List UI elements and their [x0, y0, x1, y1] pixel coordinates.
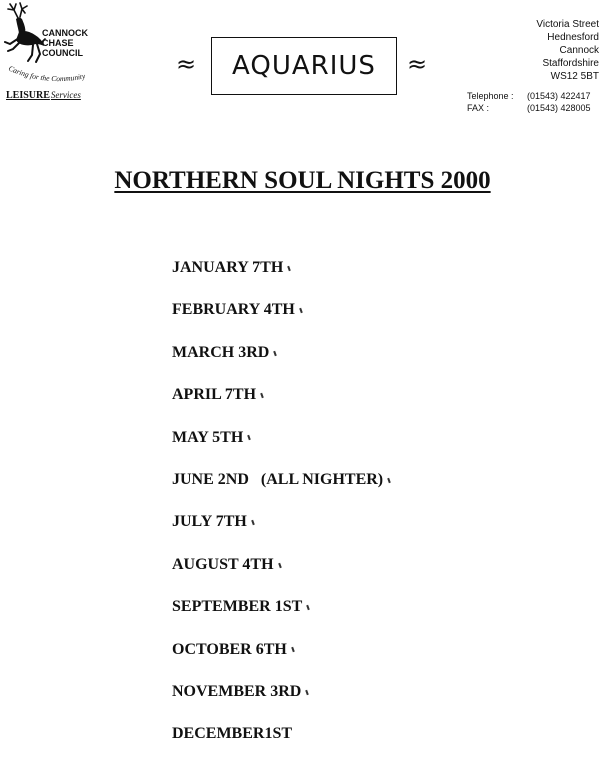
fax-label: FAX :: [467, 103, 490, 113]
telephone-row: [467, 90, 591, 102]
tick-mark: [251, 520, 255, 525]
date-text: APRIL 7TH: [172, 386, 257, 404]
date-text: MAY 5TH: [172, 428, 244, 446]
date-text: JULY 7TH: [172, 513, 247, 531]
telephone-value: (01543) 422417: [527, 91, 591, 101]
brand-name: AQUARIUS: [232, 51, 376, 81]
tick-mark: [291, 647, 295, 652]
address-line: WS12 5BT: [550, 71, 599, 82]
address-line: Victoria Street: [536, 19, 599, 30]
date-item: [172, 509, 390, 551]
date-item: [172, 637, 390, 679]
council-name: [42, 28, 88, 58]
page-title-text: NORTHERN SOUL NIGHTS 2000: [114, 167, 491, 194]
date-item: [172, 467, 390, 509]
telephone-label: Telephone :: [467, 91, 514, 101]
deer-icon: [4, 2, 46, 64]
address-line: Hednesford: [547, 32, 599, 43]
date-item: [172, 255, 390, 297]
date-text: MARCH 3RD: [172, 343, 270, 361]
council-logo: [4, 2, 114, 112]
date-text: JANUARY 7TH: [172, 259, 284, 276]
date-item: [172, 721, 390, 763]
address-line: Cannock: [559, 45, 599, 56]
brand-box: [211, 37, 397, 95]
council-name-line: CANNOCK: [42, 28, 88, 38]
date-item: [172, 297, 390, 339]
tick-mark: [260, 393, 264, 398]
fax-value: (01543) 428005: [527, 103, 591, 113]
fax-row: [467, 102, 591, 114]
tick-mark: [306, 690, 310, 695]
date-item: [172, 382, 390, 424]
date-text: AUGUST 4TH: [172, 555, 274, 573]
date-text: OCTOBER 6TH: [172, 640, 287, 658]
date-text: JUNE 2ND (ALL NIGHTER): [172, 470, 384, 488]
tick-mark: [288, 266, 292, 271]
tick-mark: [247, 435, 251, 440]
date-item: [172, 679, 390, 721]
council-name-line: CHASE: [42, 38, 74, 48]
wave-left-icon: ≈: [176, 50, 197, 78]
tick-mark: [274, 350, 278, 355]
council-tagline-text: Caring for the Community: [7, 64, 87, 84]
address-block: [536, 18, 599, 83]
date-item: [172, 552, 390, 594]
date-text: DECEMBER1ST: [172, 725, 293, 743]
date-item: [172, 594, 390, 636]
services-word: Services: [50, 90, 81, 100]
address-line: Staffordshire: [542, 58, 599, 69]
tick-mark: [299, 308, 303, 313]
council-tagline: [6, 64, 106, 88]
council-name-line: COUNCIL: [42, 48, 83, 58]
tick-mark: [306, 605, 310, 610]
date-text: FEBRUARY 4TH: [172, 301, 295, 319]
wave-right-icon: ≈: [407, 50, 428, 78]
tick-mark: [278, 562, 282, 567]
tick-mark: [387, 478, 391, 483]
svg-text:Caring for the Community: [7, 64, 86, 83]
leisure-services-logo: [6, 90, 81, 101]
date-text: NOVEMBER 3RD: [172, 682, 302, 700]
contact-block: [467, 90, 591, 114]
event-dates-list: [172, 255, 390, 764]
leisure-word: LEISURE: [6, 90, 50, 101]
date-item: [172, 425, 390, 467]
date-text: SEPTEMBER 1ST: [172, 598, 303, 616]
page-title: [0, 167, 605, 195]
date-item: [172, 340, 390, 382]
